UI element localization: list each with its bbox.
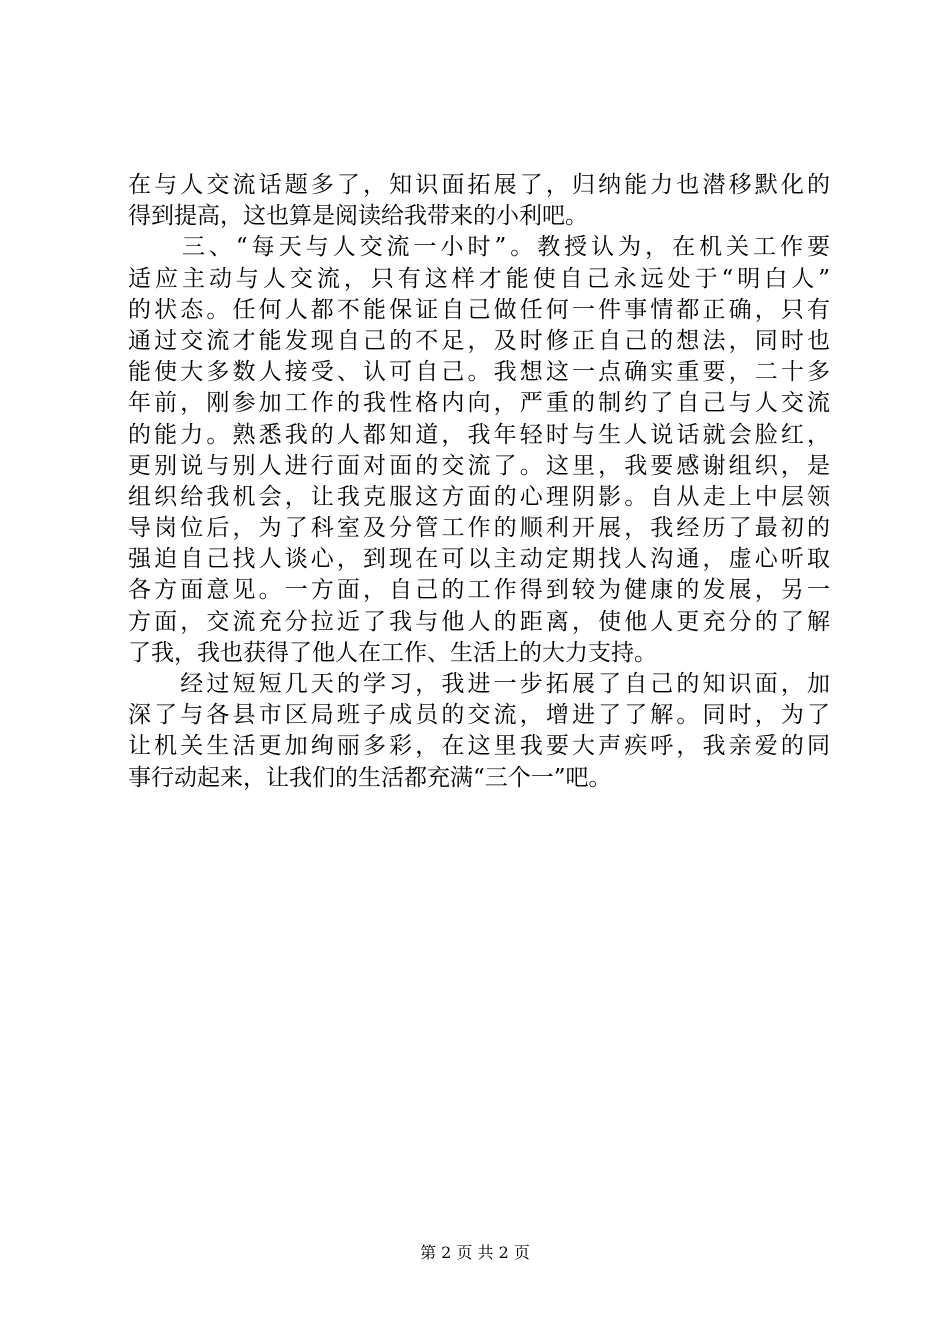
text-line: 更别说与别人进行面对面的交流了。这里，我要感谢组织，是	[128, 452, 830, 479]
text-line: 组织给我机会，让我克服这方面的心理阴影。自从走上中层领	[128, 483, 830, 510]
text-line: 三、“每天与人交流一小时”。教授认为，在机关工作要	[128, 234, 830, 261]
text-line: 了我，我也获得了他人在工作、生活上的大力支持。	[128, 639, 657, 666]
text-line: 方面，交流充分拉近了我与他人的距离，使他人更充分的了解	[128, 608, 830, 635]
text-line: 深了与各县市区局班子成员的交流，增进了了解。同时，为了	[128, 702, 830, 729]
text-line: 让机关生活更加绚丽多彩，在这里我要大声疾呼，我亲爱的同	[128, 733, 830, 760]
text-line: 的能力。熟悉我的人都知道，我年轻时与生人说话就会脸红，	[128, 421, 830, 448]
text-line: 得到提高，这也算是阅读给我带来的小利吧。	[128, 203, 588, 230]
text-line: 经过短短几天的学习，我进一步拓展了自己的知识面，加	[128, 671, 830, 697]
document-body	[128, 170, 830, 794]
text-line: 能使大多数人接受、认可自己。我想这一点确实重要，二十多	[128, 359, 830, 386]
page-number: 第 2 页 共 2 页	[420, 1243, 530, 1262]
text-line: 事行动起来，让我们的生活都充满“三个一”吧。	[128, 764, 612, 791]
text-line: 各方面意见。一方面，自己的工作得到较为健康的发展，另一	[128, 577, 830, 604]
text-line: 年前，刚参加工作的我性格内向，严重的制约了自己与人交流	[128, 390, 830, 417]
text-line: 适应主动与人交流，只有这样才能使自己永远处于“明白人”	[128, 265, 830, 292]
text-line: 强迫自己找人谈心，到现在可以主动定期找人沟通，虚心听取	[128, 546, 830, 573]
text-line: 导岗位后，为了科室及分管工作的顺利开展，我经历了最初的	[128, 515, 830, 542]
text-line: 通过交流才能发现自己的不足，及时修正自己的想法，同时也	[128, 327, 830, 354]
text-line: 在与人交流话题多了，知识面拓展了，归纳能力也潜移默化的	[128, 172, 830, 198]
text-line: 的状态。任何人都不能保证自己做任何一件事情都正确，只有	[128, 296, 830, 323]
